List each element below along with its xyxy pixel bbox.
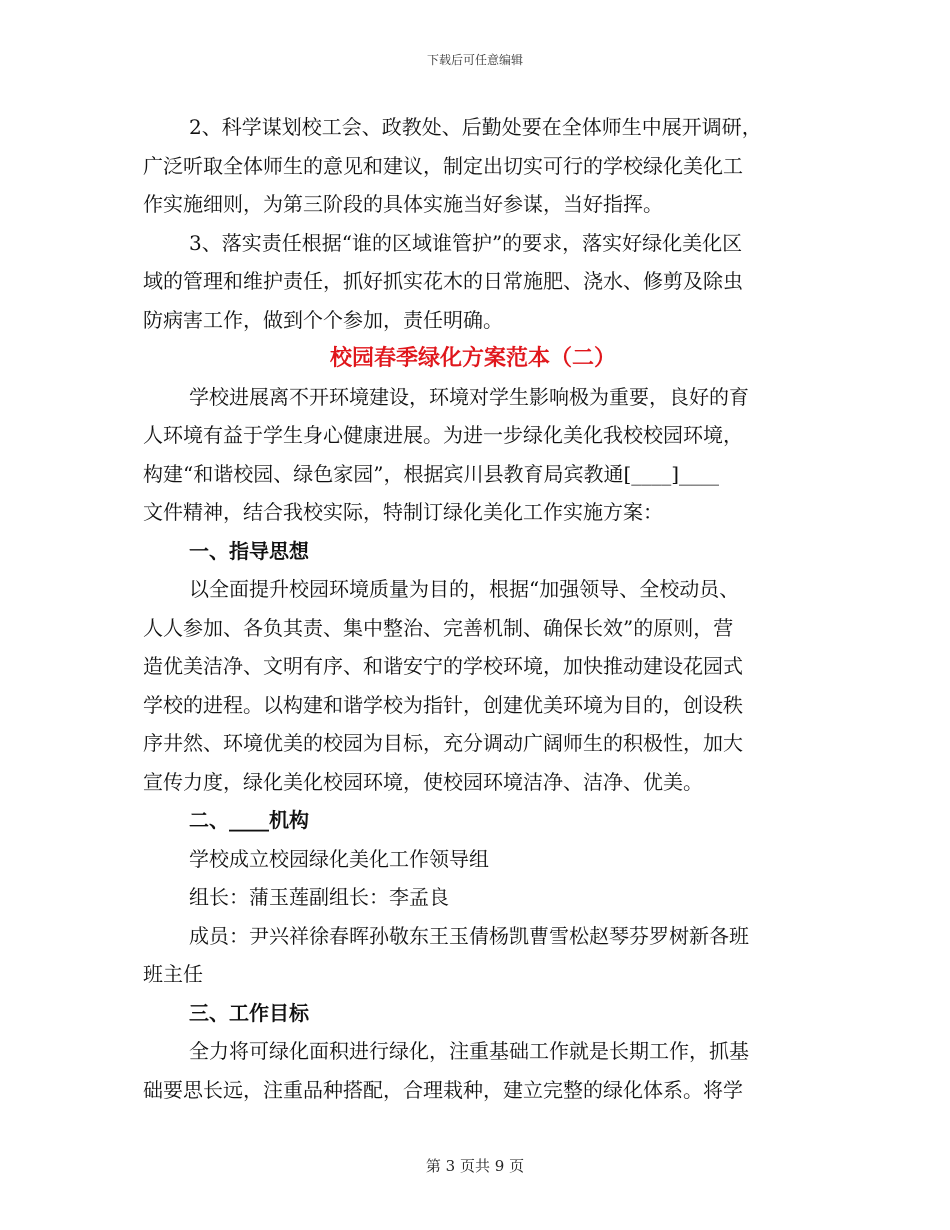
section-heading: 三、工作目标: [189, 1000, 309, 1025]
paragraph-line: 3、落实责任根据“谁的区域谁管护”的要求，落实好绿化美化区: [189, 230, 743, 255]
paragraph-line: 构建“和谐校园、绿色家园”，根据宾川县教育局宾教通[____]____: [143, 461, 720, 486]
paragraph-line: 2、科学谋划校工会、政教处、后勤处要在全体师生中展开调研，: [189, 115, 762, 139]
paragraph-line: 组长：蒲玉莲副组长：李孟良: [189, 885, 449, 909]
paragraph-line: 础要思长远，注重品种搭配，合理栽种，建立完整的绿化体系。将学: [143, 1077, 743, 1102]
paragraph-line: 域的管理和维护责任，抓好抓实花木的日常施肥、浇水、修剪及除虫: [143, 269, 743, 293]
page-header: 下载后可任意编辑: [426, 53, 523, 67]
paragraph-line: 序井然、环境优美的校园为目标，充分调动广阔师生的积极性，加大: [143, 731, 743, 755]
paragraph-line: 作实施细则，为第三阶段的具体实施当好参谋，当好指挥。: [143, 192, 663, 216]
paragraph-line: 广泛听取全体师生的意见和建议，制定出切实可行的学校绿化美化工: [143, 153, 743, 178]
paragraph-line: 防病害工作，做到个个参加，责任明确。: [143, 307, 503, 332]
paragraph-line: 人环境有益于学生身心健康进展。为进一步绿化美化我校校园环境，: [143, 423, 743, 447]
section-heading: 一、指导思想: [189, 538, 309, 563]
paragraph-line: 人人参加、各负其责、集中整治、完善机制、确保长效”的原则，营: [143, 615, 734, 640]
document-title: 校园春季绿化方案范本（二）: [329, 345, 616, 371]
paragraph-line: 成员：尹兴祥徐春晖孙敬东王玉倩杨凯曹雪松赵琴芬罗树新各班: [189, 923, 749, 948]
paragraph-line: 造优美洁净、文明有序、和谐安宁的学校环境，加快推动建设花园式: [143, 654, 743, 678]
paragraph-line: 学校的进程。以构建和谐学校为指针，创建优美环境为目的，创设秩: [143, 692, 743, 717]
paragraph-line: 班主任: [143, 962, 203, 986]
page-footer: 第 3 页共 9 页: [425, 1157, 525, 1175]
paragraph-line: 学校进展离不开环境建设，环境对学生影响极为重要，良好的育: [189, 384, 749, 409]
paragraph-line: 文件精神，结合我校实际，特制订绿化美化工作实施方案：: [143, 500, 663, 524]
paragraph-line: 全力将可绿化面积进行绿化，注重基础工作就是长期工作，抓基: [189, 1039, 749, 1063]
paragraph-line: 宣传力度，绿化美化校园环境，使校园环境洁净、洁净、优美。: [143, 769, 703, 794]
section-heading: 二、____机构: [189, 808, 309, 832]
paragraph-line: 学校成立校园绿化美化工作领导组: [189, 846, 489, 871]
paragraph-line: 以全面提升校园环境质量为目的，根据“加强领导、全校动员、: [189, 577, 740, 601]
document-body: [143, 108, 803, 1109]
